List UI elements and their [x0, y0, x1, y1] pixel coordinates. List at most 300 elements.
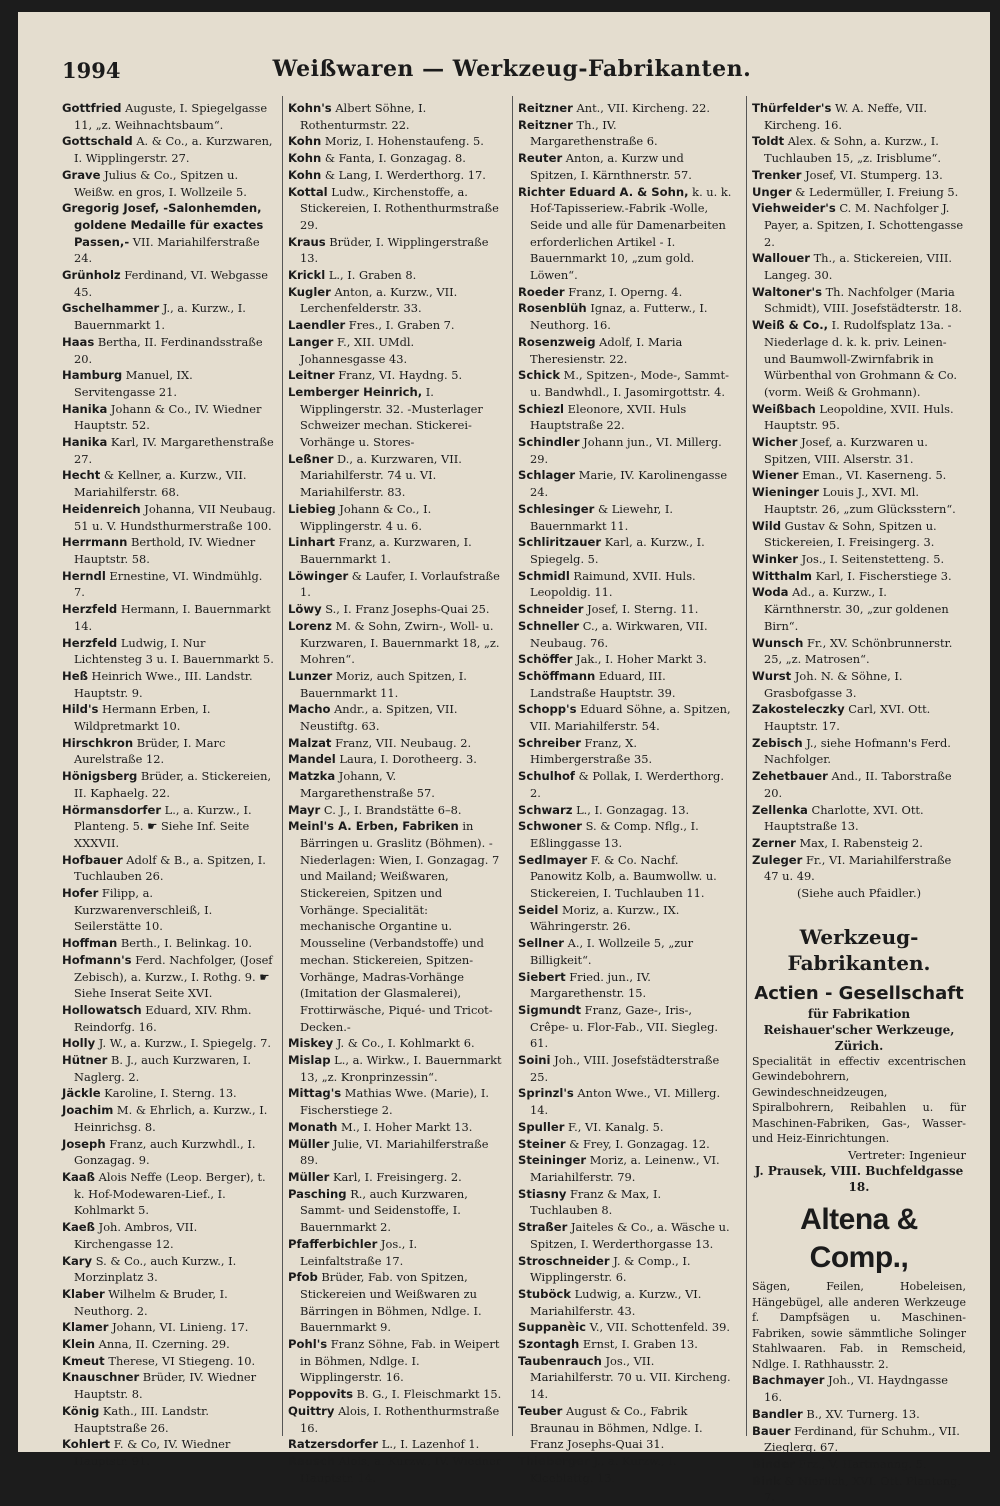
entry-name: Roeder	[518, 284, 565, 299]
directory-entry	[288, 1085, 502, 1118]
directory-entry	[518, 568, 732, 601]
directory-entry	[288, 568, 502, 601]
entry-name: Pfob	[288, 1270, 318, 1285]
entry-name: Wiener	[752, 468, 799, 483]
entry-details: Joh. Ambros, VII. Kirchengasse 12.	[74, 1220, 198, 1251]
directory-entry	[752, 100, 966, 133]
entry-name: Waltoner's	[752, 284, 822, 299]
directory-entry	[288, 501, 502, 534]
entry-name: Stuböck	[518, 1286, 571, 1301]
entry-name: Hönigsberg	[62, 769, 138, 784]
entry-details: F., VI. Kanalg. 5.	[564, 1119, 664, 1134]
entry-name: Toldt	[752, 134, 785, 149]
entry-name: Müller	[288, 1170, 330, 1184]
entry-details: S. & Co., auch Kurzw., I. Morzinplatz 3.	[74, 1253, 237, 1285]
entry-name: Schindler	[518, 435, 580, 450]
entry-name: Bink	[752, 1473, 781, 1488]
directory-entry	[62, 133, 276, 166]
entry-name: Suppanèic	[518, 1320, 586, 1335]
directory-entry	[288, 451, 502, 501]
entry-name: Hofmann's	[62, 952, 132, 967]
entry-name: Reitzner	[518, 101, 573, 115]
directory-entry	[62, 334, 276, 367]
entry-name: Hofer	[62, 886, 99, 901]
directory-entry	[752, 584, 966, 634]
directory-entry	[518, 818, 732, 851]
entry-name: Knauschner	[62, 1370, 140, 1385]
directory-entry	[518, 902, 732, 935]
directory-entry	[518, 100, 732, 117]
entry-name: Trenker	[752, 167, 802, 182]
directory-entry	[288, 1136, 502, 1169]
entry-details: & Lang, I. Werderthorg. 17.	[321, 167, 486, 182]
entry-details: Franz, auch Kurzwhdl., I. Gonzagag. 9.	[74, 1136, 256, 1168]
directory-entry	[288, 1403, 502, 1436]
directory-entry	[288, 1436, 502, 1453]
entry-name: Stiasny	[518, 1186, 567, 1201]
directory-entry	[62, 401, 276, 434]
directory-entry	[288, 534, 502, 567]
entry-details: Th., IV. Margarethenstraße 6.	[530, 117, 658, 149]
directory-entry	[518, 284, 732, 301]
directory-entry	[518, 668, 732, 701]
entry-name: Kohn	[288, 151, 322, 166]
entry-name: Herzfeld	[62, 602, 118, 617]
entry-details: A. & Co., a. Kurzwaren, I. Wipplingerstr. 27.	[74, 134, 273, 166]
entry-details: k. u. k. Hof-Tapisseriew.-Fabrik -Wolle, Seide und alle für Damenarbeiten erforderlichen Artikel - I. Bauernmarkt 10, „zum gold. Löwen“.	[530, 184, 732, 283]
see-also-note: (Siehe auch Pfaidler.)	[796, 886, 922, 901]
entry-name: Kohn	[288, 167, 322, 182]
entry-details: & Nierlich, XVI. Ott. Planteng. 7.	[764, 1473, 962, 1505]
entry-name: Gottschald	[62, 134, 133, 149]
directory-entry	[752, 568, 966, 585]
column-2	[288, 100, 502, 1486]
entry-details: Franz, a. Kurzwaren, I. Bauernmarkt 1.	[300, 535, 472, 566]
entry-name: Woda	[752, 585, 789, 600]
entry-details: Jos., I. Seitenstetteng. 5.	[798, 551, 945, 566]
entry-name: Wieninger	[752, 485, 819, 500]
entry-name: Hoffman	[62, 936, 118, 951]
entry-name: Sigmundt	[518, 1002, 582, 1017]
entry-details: Berthold, IV. Wiedner Hauptstr. 58.	[74, 535, 256, 566]
entry-details: M. & Sohn, Zwirn-, Woll- u. Kurzwaren, I. Bauernmarkt 18, „z. Mohren“.	[300, 618, 500, 667]
entry-details: Ant., VII. Kircheng. 22.	[572, 101, 711, 115]
directory-entry	[518, 334, 732, 367]
directory-entry	[62, 1169, 276, 1219]
entry-details: L., a. Wirkw., I. Bauernmarkt 13, „z. Kronprinzessin“.	[300, 1053, 502, 1084]
entry-details: & Pollak, I. Werderthorg. 2.	[530, 769, 724, 800]
entry-name: Kohlert	[62, 1437, 111, 1452]
entry-name: Pfafferbichler	[288, 1236, 378, 1251]
directory-entry	[62, 668, 276, 701]
entry-name: Thürfelder's	[752, 101, 832, 115]
entry-name: Witthalm	[752, 568, 812, 583]
entry-name: Richter Eduard A. & Sohn,	[518, 184, 689, 199]
directory-entry	[62, 300, 276, 333]
directory-entry	[752, 250, 966, 283]
ad-altena-title: Altena & Comp.,	[800, 1203, 918, 1275]
entry-details: Fres., I. Graben 7.	[345, 318, 455, 333]
entry-details: & Liewehr, I. Bauernmarkt 11.	[530, 501, 674, 533]
entry-name: Löwy	[288, 602, 322, 617]
directory-entry	[752, 200, 966, 250]
directory-entry	[62, 167, 276, 200]
entry-details: Franz Söhne, Fab. in Weipert in Böhmen, Ndlge. I. Wipplingerstr. 16.	[300, 1337, 500, 1385]
directory-entry	[288, 1186, 502, 1236]
entry-details: Franz, VI. Haydng. 5.	[334, 368, 463, 383]
entry-details: Franz, VII. Neubaug. 2.	[331, 735, 472, 750]
entry-name: Haas	[62, 334, 95, 349]
entry-details: Eleonore, XVII. Huls Hauptstraße 22.	[530, 401, 687, 433]
entry-details: R., auch Kurzwaren, Sammt- und Seidenstoffe, I. Bauernmarkt 2.	[300, 1186, 468, 1235]
entry-name: Pasching	[288, 1186, 347, 1201]
entry-name: Schick	[518, 368, 561, 383]
directory-entry	[752, 167, 966, 184]
directory-entry	[288, 1035, 502, 1052]
directory-entry	[752, 467, 966, 484]
directory-entry	[518, 651, 732, 668]
entry-details: August & Co., Fabrik Braunau in Böhmen, Ndlge. I. Franz Josephs-Quai 31.	[530, 1403, 703, 1452]
directory-entry	[288, 1453, 502, 1486]
column-4	[752, 100, 966, 1506]
directory-entry	[288, 601, 502, 618]
directory-entry	[518, 1085, 732, 1118]
entry-name: Macho	[288, 702, 331, 717]
directory-entry	[752, 1473, 966, 1506]
entry-details: Hermann Erben, I. Wildpretmarkt 10.	[74, 702, 211, 734]
entry-name: Kohn	[288, 134, 322, 149]
entry-details: F., XII. UMdl. Johannesgasse 43.	[300, 334, 415, 366]
directory-entry	[752, 184, 966, 201]
directory-entry	[62, 267, 276, 300]
entry-name: Laendler	[288, 318, 346, 333]
entry-details: Julie, VI. Mariahilferstraße 89.	[300, 1136, 489, 1168]
directory-entry	[752, 852, 966, 885]
ad-altena	[752, 1201, 966, 1372]
entry-name: Schulhof	[518, 769, 575, 784]
entry-name: Mandel	[288, 752, 336, 767]
entry-details: Ferdinand, VI. Webgasse 45.	[74, 268, 268, 299]
directory-entry	[288, 267, 502, 284]
entry-name: Siebert	[518, 969, 566, 984]
entry-name: Holly	[62, 1036, 96, 1051]
directory-entry	[518, 434, 732, 467]
entry-name: Mislap	[288, 1053, 331, 1068]
entry-details: Eduard, III. Landstraße Hauptstr. 39.	[530, 668, 676, 700]
entry-name: Zuleger	[752, 852, 803, 867]
entry-details: Josef, I. Sterng. 11.	[583, 602, 699, 617]
entry-details: & Ledermüller, I. Freiung 5.	[791, 184, 959, 199]
entry-name: Hanika	[62, 435, 108, 450]
directory-entry	[62, 1353, 276, 1370]
entry-name: Spuller	[518, 1119, 565, 1134]
entry-name: Zebisch	[752, 735, 803, 750]
entry-details: S., I. Franz Josephs-Quai 25.	[321, 602, 490, 617]
entry-details: Charlotte, XVI. Ott. Hauptstraße 13.	[764, 802, 924, 834]
entry-details: Anton, a. Kurzw und Spitzen, I. Kärnthnerstr. 57.	[530, 151, 692, 182]
entry-details: V., VII. Schottenfeld. 39.	[586, 1320, 731, 1335]
entry-name: Straßer	[518, 1220, 568, 1235]
entry-name: Klein	[62, 1337, 96, 1352]
directory-entry	[62, 1002, 276, 1035]
column-1	[62, 100, 276, 1470]
entry-details: Josef, a. Kurzwaren u. Spitzen, VIII. Alserstr. 31.	[764, 435, 928, 466]
entry-details: Ludwig, a. Kurzw., VI. Mariahilferstr. 43.	[530, 1286, 702, 1318]
entry-name: Löwinger	[288, 568, 349, 583]
directory-entry	[518, 1336, 732, 1353]
entry-name: Herzfeld	[62, 635, 118, 650]
directory-entry	[752, 768, 966, 801]
directory-entry	[752, 401, 966, 434]
directory-entry	[62, 635, 276, 668]
entry-details: Alex. & Sohn, a. Kurzw., I. Tuchlauben 15, „z. Irisblume“.	[764, 134, 941, 166]
entry-details: M., I. Hoher Markt 13.	[337, 1119, 473, 1134]
entry-details: Fried. jun., IV. Margarethenstr. 15.	[530, 969, 651, 1001]
entry-name: Hütner	[62, 1053, 108, 1068]
entry-details: Johann & Co., I. Wipplingerstr. 4 u. 6.	[300, 501, 432, 533]
entry-name: Gregorig Josef, -Salonhemden, goldene Medaille für exactes Passen,-	[62, 201, 264, 249]
entry-details: J. W., a. Kurzw., I. Spiegelg. 7.	[95, 1036, 271, 1051]
directory-entry	[288, 1386, 502, 1403]
entry-name: Ratzersdorfer	[288, 1437, 379, 1452]
entry-details: Kath., III. Landstr. Hauptstraße 26.	[74, 1403, 209, 1435]
directory-entry	[518, 701, 732, 734]
directory-entry	[288, 668, 502, 701]
entry-details: Franz, Gaze-, Iris-, Crêpe- u. Flor-Fab., VII. Siegleg. 61.	[530, 1002, 718, 1051]
entry-details: S. & Comp. Nflg., I. Eßlinggasse 13.	[530, 819, 699, 850]
directory-entry	[288, 167, 502, 184]
directory-entry	[288, 284, 502, 317]
directory-entry	[62, 1085, 276, 1102]
entry-name: Liebieg	[288, 501, 336, 516]
directory-entry	[288, 1169, 502, 1186]
directory-entry	[288, 367, 502, 384]
directory-entry	[518, 1186, 732, 1219]
entry-details: VII. Mariahilferstraße 24.	[74, 234, 260, 266]
entry-details: Ernst, I. Graben 13.	[579, 1337, 698, 1352]
directory-entry	[752, 317, 966, 401]
directory-entry	[62, 200, 276, 267]
entry-details: Hermann, I. Bauernmarkt 14.	[74, 602, 271, 633]
directory-entry	[62, 434, 276, 467]
directory-entry	[288, 100, 502, 133]
entry-name: Langer	[288, 334, 334, 349]
directory-entry	[62, 885, 276, 935]
entry-details: Moriz, I. Hohenstaufeng. 5.	[321, 134, 484, 149]
entry-details: W. A. Neffe, VII. Kircheng. 16.	[764, 101, 928, 132]
directory-entry	[288, 1336, 502, 1386]
entry-details: J. & Co., I. Kohlmarkt 6.	[333, 1036, 475, 1051]
directory-entry	[62, 1369, 276, 1402]
directory-entry	[518, 735, 732, 768]
entry-name: Lunzer	[288, 668, 333, 683]
entry-name: König	[62, 1403, 100, 1418]
directory-entry	[62, 1336, 276, 1353]
entry-details: Brüder, IV. Wiedner Hauptstr. 8.	[74, 1370, 257, 1402]
directory-entry	[62, 367, 276, 400]
entry-details: B., XV. Turnerg. 13.	[802, 1406, 920, 1421]
entry-details: Franz & Max, I. Tuchlauben 8.	[530, 1186, 662, 1218]
entry-name: Hollowatsch	[62, 1002, 142, 1017]
directory-entry	[518, 802, 732, 819]
entry-name: Steiner	[518, 1136, 566, 1151]
directory-entry	[518, 501, 732, 534]
entry-name: Rosenzweig	[518, 334, 596, 349]
entry-details: Brüder, I. Wipplingerstraße 13.	[300, 234, 489, 266]
entry-details: J., siehe Hofmann's Ferd. Nachfolger.	[764, 735, 951, 767]
page-title: Weißwaren — Werkzeug-Fabrikanten.	[272, 56, 752, 82]
entry-name: Hirschkron	[62, 735, 134, 750]
directory-entry	[518, 601, 732, 618]
directory-entry	[518, 1002, 732, 1052]
entry-details: Ernestine, VI. Windmühlg. 7.	[74, 568, 263, 600]
entry-name: Herndl	[62, 568, 106, 583]
entry-details: Mathias Wwe. (Marie), I. Fischerstiege 2.	[300, 1086, 490, 1118]
directory-entry	[518, 300, 732, 333]
column-4-entries	[752, 100, 966, 885]
entry-details: Johann jun., VI. Millerg. 29.	[530, 435, 722, 466]
entry-details: Anton, a. Kurzw., VII. Lerchenfelderstr. 33.	[300, 284, 458, 316]
entry-details: C. M. Nachfolger J. Payer, a. Spitzen, I. Schottengasse 2.	[764, 201, 964, 249]
entry-name: Kohn's	[288, 101, 332, 115]
entry-details: Ludwig, I. Nur Lichtensteg 3 u. I. Bauernmarkt 5.	[74, 635, 274, 667]
entry-details: Bertha, II. Ferdinandsstraße 20.	[74, 334, 263, 366]
directory-entry	[518, 117, 732, 150]
entry-name: Sprinzl's	[518, 1086, 574, 1101]
entry-name: Kraus	[288, 234, 326, 249]
entry-name: Rausch	[288, 1453, 336, 1468]
directory-entry	[288, 234, 502, 267]
entry-details: L., a. Kurzw., I. Planteng. 5. ☛ Siehe Inf. Seite XXXVII.	[74, 802, 252, 850]
entry-name: Hofbauer	[62, 852, 123, 867]
entry-name: Wild	[752, 518, 782, 533]
entry-details: Therese, VI Stiegeng. 10.	[104, 1353, 256, 1368]
directory-entry	[62, 1136, 276, 1169]
directory-entry	[62, 701, 276, 734]
entry-details: Max, I. Rabensteig 2.	[795, 835, 923, 850]
entry-details: Anton Wwe., VI. Millerg. 14.	[530, 1086, 721, 1118]
directory-entry	[288, 150, 502, 167]
directory-entry	[518, 401, 732, 434]
entry-name: Rosenblüh	[518, 301, 587, 316]
directory-entry	[518, 935, 732, 968]
entry-name: Monath	[288, 1119, 338, 1134]
entry-details: Ferdinand, für Schuhm., VII. Zieglerg. 67.	[764, 1423, 960, 1455]
entry-details: Wilhelm & Bruder, I. Neuthorg. 2.	[74, 1286, 228, 1318]
directory-entry	[288, 735, 502, 752]
entry-name: Bandler	[752, 1406, 803, 1421]
directory-entry	[752, 1423, 966, 1456]
directory-entry	[62, 852, 276, 885]
directory-entry	[518, 1403, 732, 1453]
entry-details: Eduard, XIV. Rhm. Reindorfg. 16.	[74, 1002, 252, 1034]
directory-entry	[752, 284, 966, 317]
entry-name: Kaaß	[62, 1170, 95, 1184]
entry-details: Karl, I. Fischerstiege 3.	[811, 568, 952, 583]
directory-entry	[752, 484, 966, 517]
directory-entry	[62, 467, 276, 500]
directory-entry	[752, 434, 966, 467]
entry-name: Weißbach	[752, 401, 816, 416]
directory-entry	[518, 1286, 732, 1319]
entry-details: Filipp, a. Kurzwarenverschleiß, I. Seilerstätte 10.	[74, 886, 213, 934]
entry-details: Th., a. Stickereien, VIII. Langeg. 30.	[764, 251, 952, 283]
entry-details: Albert Söhne, I. Rothenturmstr. 22.	[300, 101, 427, 132]
column-4-entries-2	[752, 1372, 966, 1506]
entry-details: C. J., I. Brandstätte 6–8.	[320, 802, 462, 817]
entry-details: Fr., XV. Schönbrunnerstr. 25, „z. Matrosen“.	[764, 635, 953, 667]
entry-details: Moriz, a. Kurzw., IX. Währingerstr. 26.	[530, 902, 680, 934]
directory-entry	[288, 751, 502, 768]
entry-name: Winker	[752, 551, 798, 566]
directory-entry	[752, 802, 966, 835]
directory-entry	[518, 768, 732, 801]
directory-entry	[62, 1286, 276, 1319]
directory-entry	[752, 551, 966, 568]
entry-details: J. & Comp., I. Wipplingerstr. 6.	[530, 1253, 691, 1285]
entry-details: Berth., I. Belinkag. 10.	[117, 936, 252, 951]
entry-details: Th. Nachfolger (Maria Schmidt), VIII. Josefstädterstr. 18.	[764, 284, 962, 316]
entry-details: Leopoldine, XVII. Huls. Hauptstr. 95.	[764, 401, 954, 433]
entry-details: Eduard Söhne, a. Spitzen, VII. Mariahilferstr. 54.	[530, 702, 731, 734]
entry-name: Schiezl	[518, 401, 565, 416]
entry-name: Viehweider's	[752, 201, 836, 216]
entry-details: Johann, VI. Linieng. 17.	[108, 1320, 249, 1335]
directory-entry	[288, 133, 502, 150]
directory-entry	[288, 701, 502, 734]
entry-details: Brüder, Fab. von Spitzen, Stickereien und Weißwaren zu Bärringen in Böhmen, Ndlge. I. Bauernmarkt 9.	[300, 1270, 482, 1335]
entry-details: & Frey, I. Gonzagag. 12.	[565, 1136, 710, 1151]
entry-details: M. & Ehrlich, a. Kurzw., I. Heinrichsg. 8.	[74, 1103, 268, 1134]
entry-details: Ludw., Kirchenstoffe, a. Stickereien, I. Rothenthurmstraße 29.	[300, 184, 499, 232]
entry-name: Reuter	[518, 151, 563, 166]
entry-details: Johann & Co., IV. Wiedner Hauptstr. 52.	[74, 401, 262, 433]
entry-name: Thieberger	[518, 1453, 590, 1468]
directory-entry	[518, 150, 732, 183]
directory-entry	[62, 1253, 276, 1286]
entry-name: Stroschneider	[518, 1253, 610, 1268]
directory-entry	[62, 1403, 276, 1436]
entry-name: Hild's	[62, 702, 99, 717]
entry-name: Linhart	[288, 535, 335, 550]
entry-name: Mayr	[288, 802, 321, 817]
entry-name: Gschelhammer	[62, 301, 160, 316]
entry-name: Reitzner	[518, 117, 573, 132]
directory-entry	[518, 1453, 732, 1486]
entry-details: L., I. Gonzagag. 13.	[572, 802, 690, 817]
entry-details: Adolf, I. Maria Theresienstr. 22.	[530, 334, 683, 366]
entry-name: Schöffer	[518, 652, 573, 667]
directory-page	[18, 12, 990, 1505]
entry-details: A., I. Wollzeile 5, „zur Billigkeit“.	[530, 936, 694, 967]
entry-details: Marie, IV. Karolinengasse 24.	[530, 468, 728, 500]
directory-entry	[288, 1269, 502, 1336]
entry-details: Brüder, a. Stickereien, II. Kaphaelg. 22.	[74, 769, 272, 800]
entry-details: Alois, a. Kurzw., IV. Wiedner Hauptstr. 14.	[300, 1453, 502, 1485]
directory-entry	[62, 1035, 276, 1052]
entry-details: & Fanta, I. Gonzagag. 8.	[321, 151, 466, 166]
entry-name: Meinl's A. Erben, Fabriken	[288, 819, 459, 834]
entry-details: Ferd. Nachfolger, (Josef Zebisch), a. Kurzw., I. Rothg. 9. ☛ Siehe Inserat Seite XVI.	[74, 952, 273, 1001]
entry-name: Hörmansdorfer	[62, 802, 162, 817]
directory-entry	[62, 802, 276, 852]
entry-details: D., a. Kurzwaren, VII. Mariahilferstr. 74 u. VI. Mariahilferstr. 83.	[300, 451, 462, 500]
entry-details: M., Spitzen-, Mode-, Sammt- u. Bandwhdl., I. Jasomirgottstr. 4.	[530, 368, 729, 399]
entry-details: B. J., auch Kurzwaren, I. Naglerg. 2.	[74, 1053, 252, 1084]
entry-details: in Bärringen u. Graslitz (Böhmen). -Niederlagen: Wien, I. Gonzagag. 7 und Mailand; Weißwaren, Stickereien, Spitzen und Vorhänge. Specialität: mechanische Organtine u. Mousseline (Verbandstoffe) und mechan. Stickereien, Spitzen-Vorhänge, Madras-Vorhänge (Imitation der Glasmalerei), Frottirwäsche, Piqué- und Tricot-Decken.-	[300, 819, 500, 1034]
entry-name: Zellenka	[752, 802, 808, 817]
entry-name: Zehetbauer	[752, 769, 828, 784]
